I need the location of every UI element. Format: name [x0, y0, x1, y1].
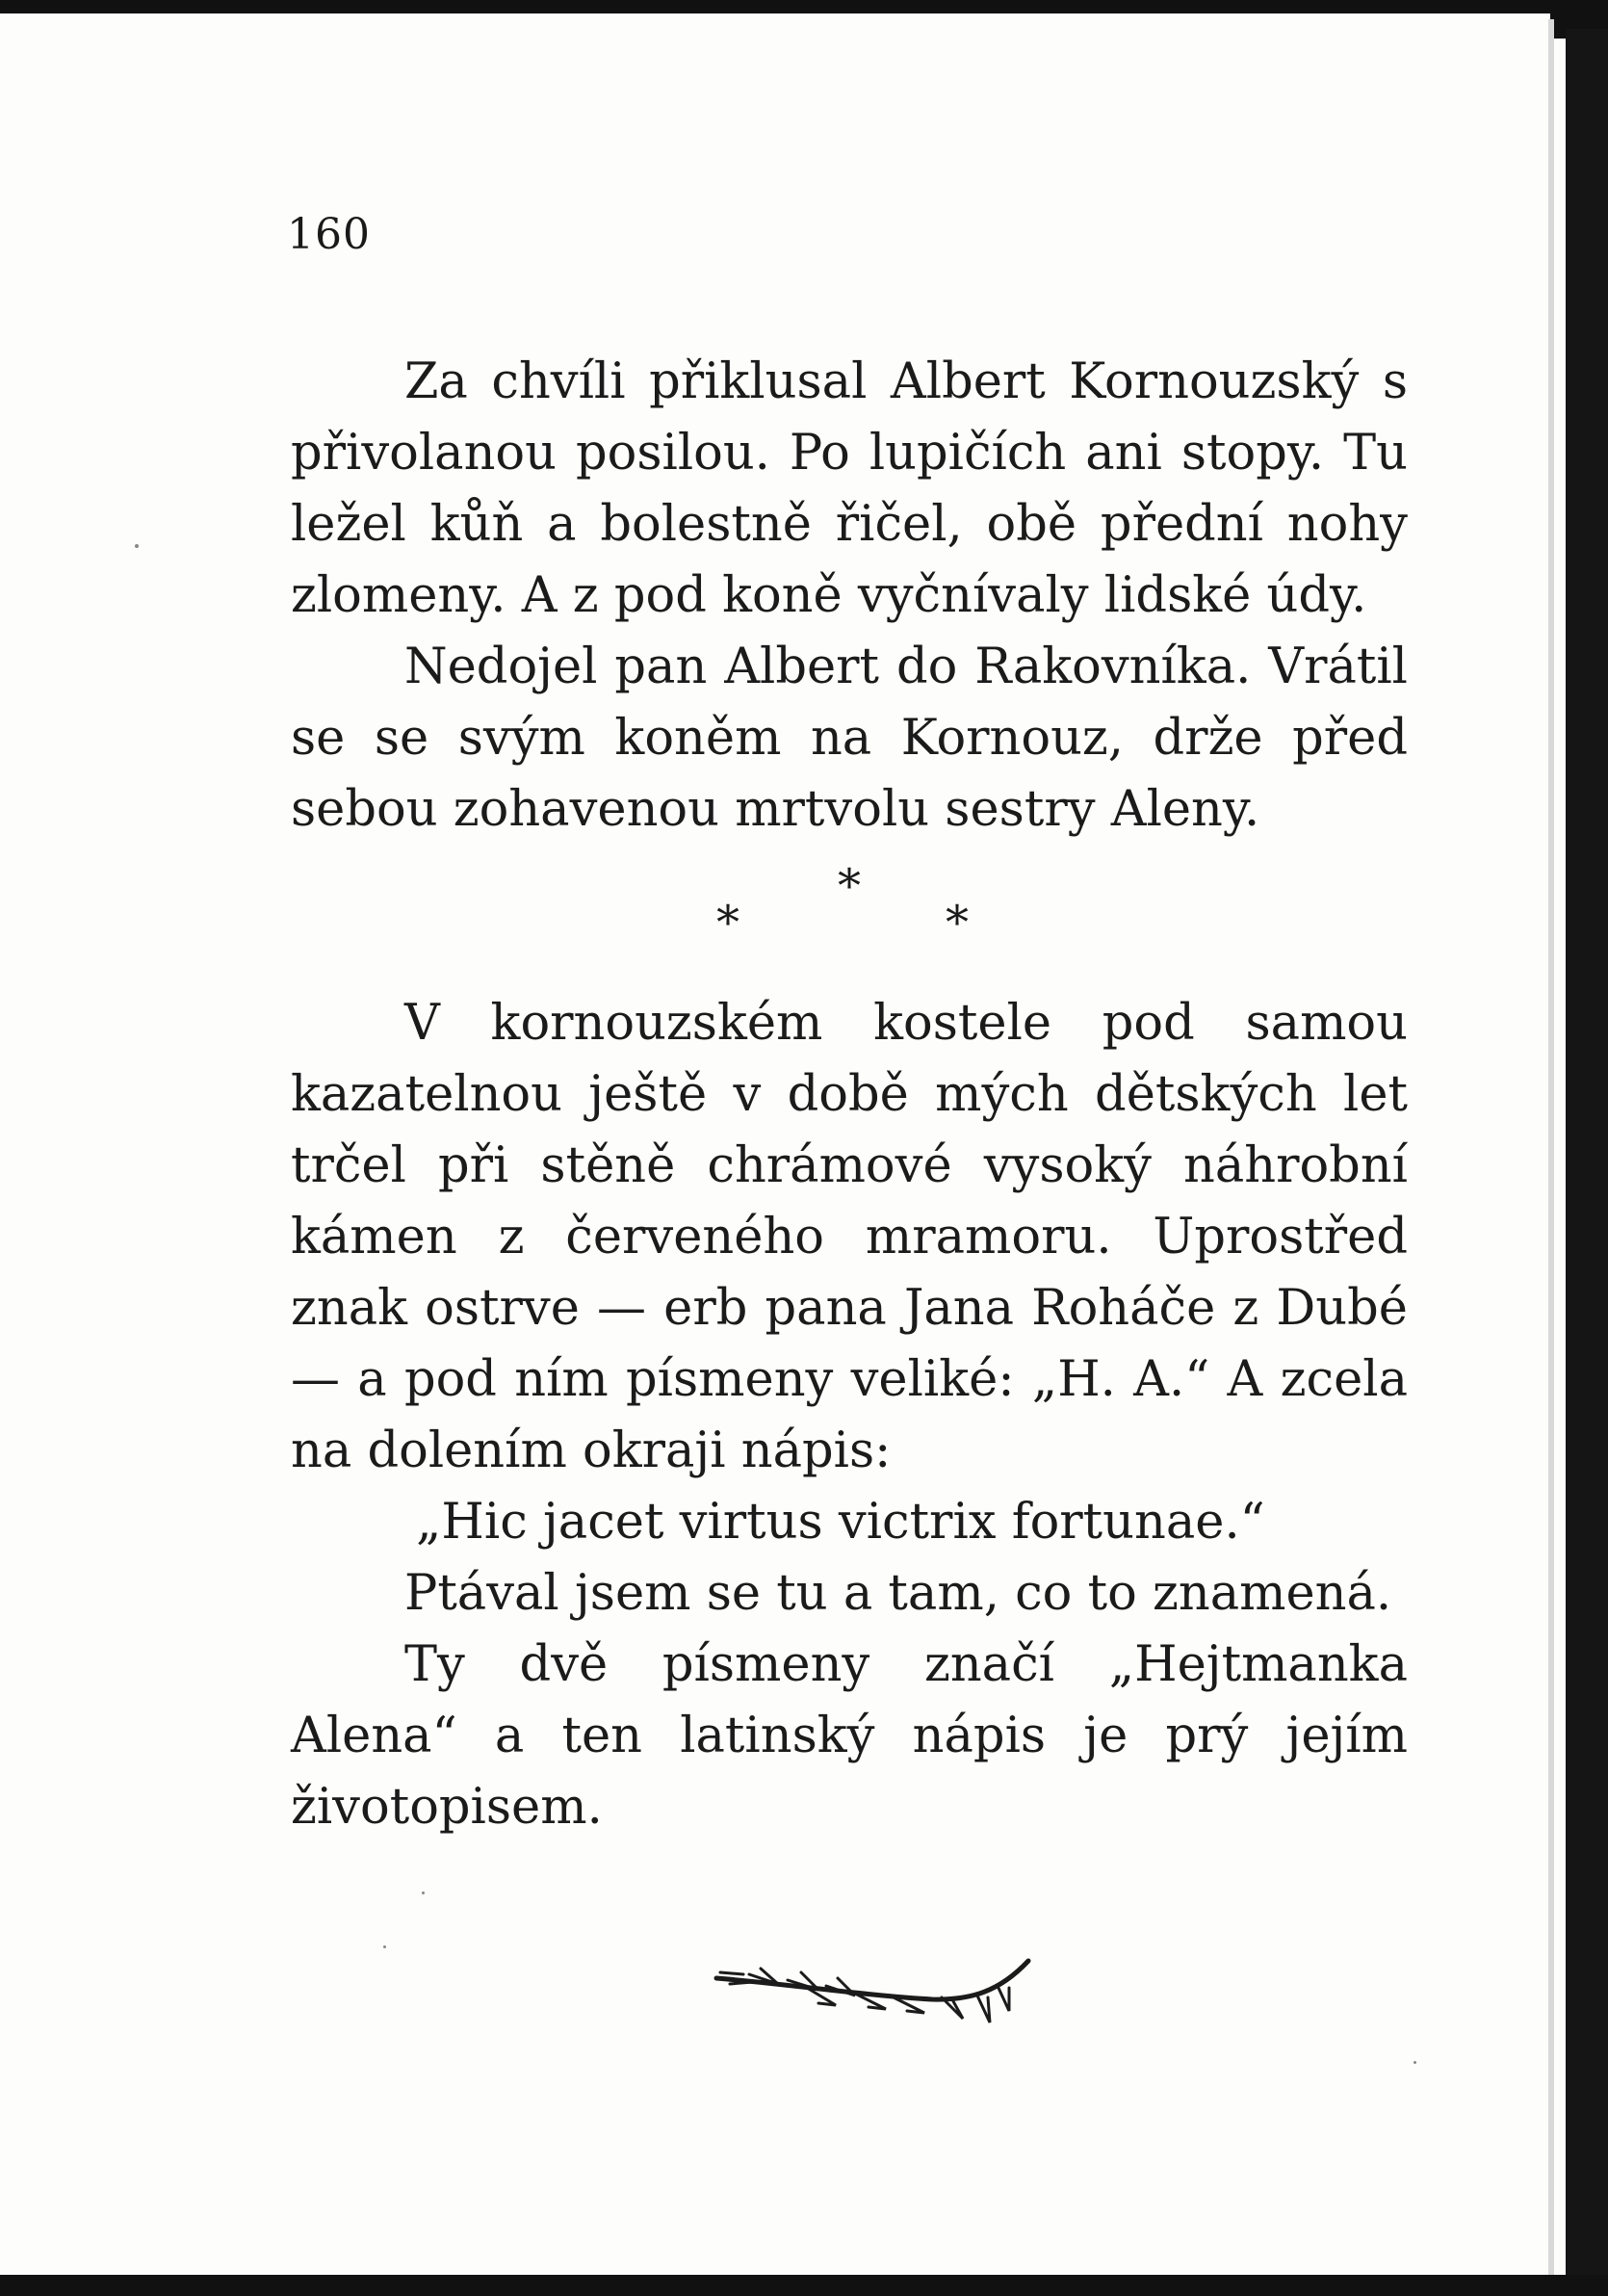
section-separator	[291, 846, 1408, 988]
asterisk-top: *	[838, 859, 861, 913]
dust-speck	[383, 1945, 386, 1948]
page-number: 160	[287, 210, 371, 259]
asterisk-left: *	[716, 896, 739, 950]
page-edge-shadow	[1548, 19, 1554, 2296]
dust-speck	[135, 544, 139, 548]
scan-border-right	[1566, 29, 1608, 2296]
dust-speck	[1413, 2061, 1416, 2064]
page-body	[291, 347, 1408, 1843]
paragraph-1: Za chvíli přiklusal Albert Kornouzský s přivolanou posilou. Po lupičích ani stopy. Tu ležel kůň a bolestně řičel, obě přední nohy zlomeny. A z pod koně vyčnívaly lidské údy.	[291, 353, 1408, 624]
paragraph-4: Ptával jsem se tu a tam, co to znamená.	[404, 1565, 1392, 1622]
paragraph-2: Nedojel pan Albert do Rakovníka. Vrátil se se svým koněm na Kornouz, drže před sebou zohavenou mrtvolu sestry Aleny.	[291, 639, 1408, 838]
floral-ornament-icon	[711, 1955, 1038, 2032]
paragraph-5: Ty dvě písmeny značí „Hejtmanka Alena“ a ten latinský nápis je prý jejím životopisem.	[291, 1636, 1408, 1836]
asterisk-right: *	[946, 896, 969, 950]
scan-border-top	[0, 0, 1608, 13]
dust-speck	[422, 1892, 425, 1894]
scan-border-bottom	[0, 2275, 1608, 2296]
latin-inscription: „Hic jacet virtus victrix fortunae.“	[416, 1494, 1265, 1551]
paragraph-3: V kornouzském kostele pod samou kazatelnou ještě v době mých dětských let trčel při stěně chrámové vysoký náhrobní kámen z červeného mramoru. Uprostřed znak ostrve — erb pana Jana Roháče z Dubé — a pod ním písmeny veliké: „H. A.“ A zcela na dolením okraji nápis:	[291, 995, 1408, 1479]
